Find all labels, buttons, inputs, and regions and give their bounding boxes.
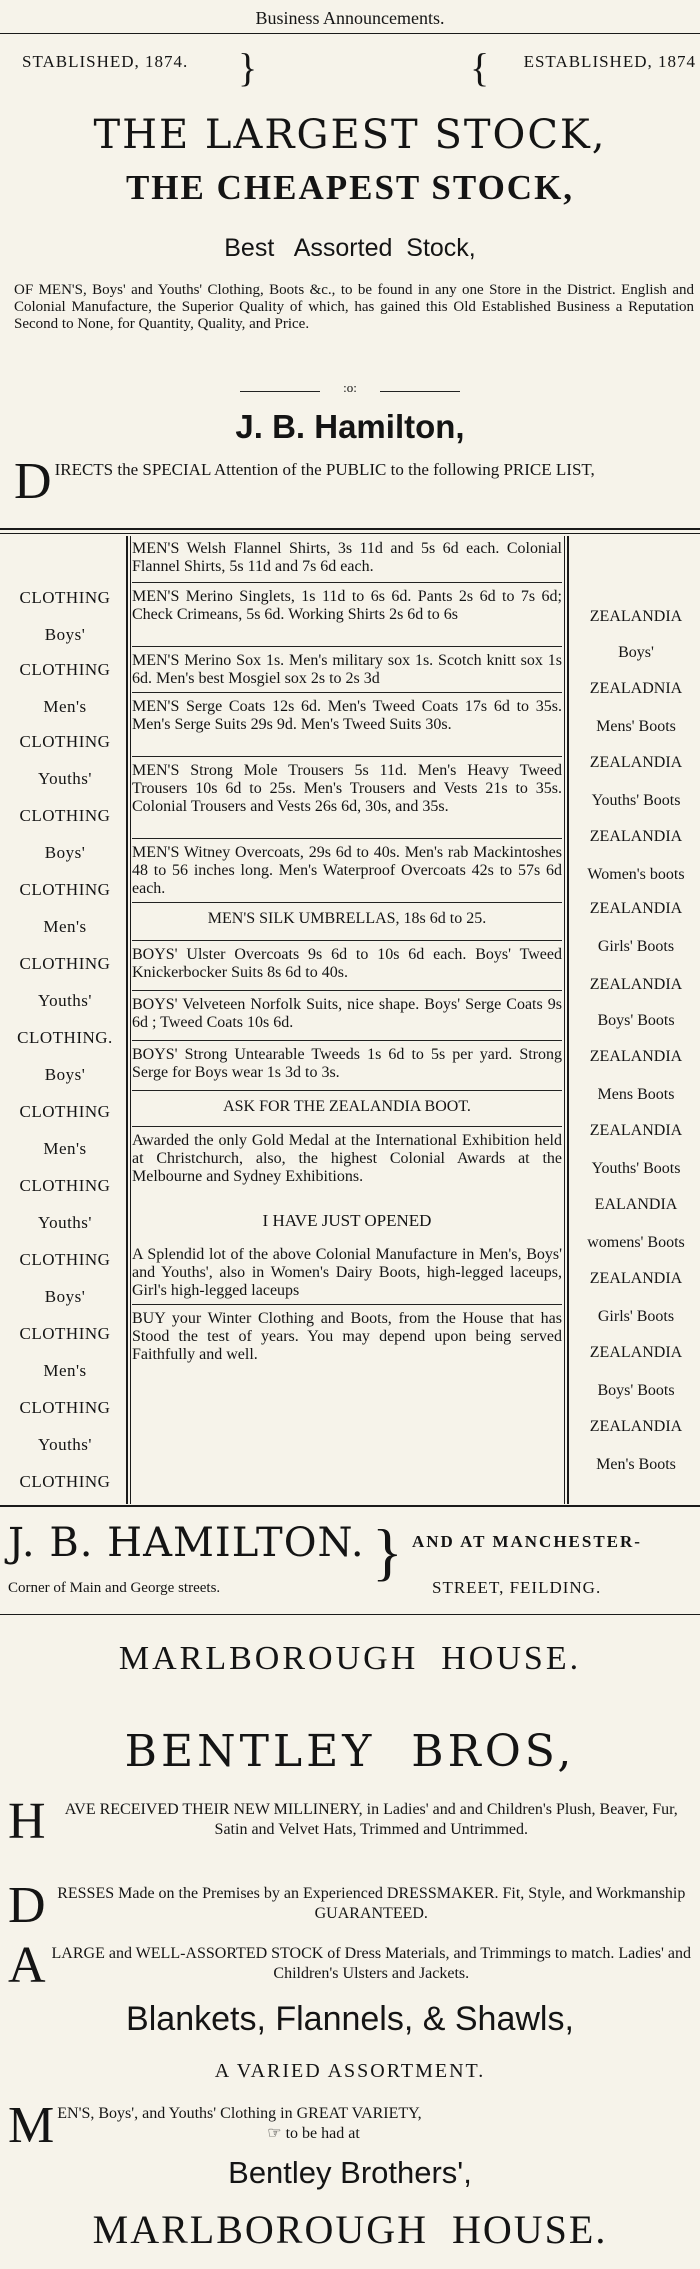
item-separator bbox=[132, 1304, 562, 1305]
left-label: CLOTHING bbox=[19, 1472, 111, 1491]
price-item-tweeds: BOYS' Strong Untearable Tweeds 1s 6d to 5s per yard. Strong Serge for Boys wear 1s 3d to 3s. bbox=[132, 1046, 562, 1081]
right-label: Mens Boots bbox=[597, 1086, 675, 1103]
left-label: CLOTHING bbox=[19, 732, 111, 751]
drop-cap-a: A bbox=[8, 1937, 46, 1994]
table-top-rule bbox=[0, 528, 700, 530]
left-label: CLOTHING bbox=[19, 880, 111, 899]
directs-paragraph bbox=[14, 453, 694, 510]
item-separator bbox=[132, 990, 562, 991]
left-label: Youths' bbox=[38, 991, 92, 1010]
mens-text: EN'S, Boys', and Youths' Clothing in GREAT VARIETY, bbox=[57, 2105, 422, 2122]
marlborough-house-footer: MARLBOROUGH HOUSE. bbox=[92, 2207, 608, 2252]
mens-paragraph bbox=[8, 2097, 694, 2154]
drop-cap-d: D bbox=[14, 453, 52, 510]
left-label: CLOTHING bbox=[19, 1250, 111, 1269]
gold-medal-text: Awarded the only Gold Medal at the International Exhibition held at Christchurch, also, the highest Colonial Awards at the Melbourne and Sydney Exhibitions. bbox=[132, 1132, 562, 1185]
left-label: CLOTHING bbox=[19, 1176, 111, 1195]
left-label: Men's bbox=[43, 917, 87, 936]
headline-largest-stock: THE LARGEST STOCK, bbox=[93, 112, 607, 158]
drop-cap-h: H bbox=[8, 1793, 46, 1850]
left-label: CLOTHING bbox=[19, 954, 111, 973]
left-label: Men's bbox=[43, 1361, 87, 1380]
left-label: Youths' bbox=[38, 1435, 92, 1454]
footer-brace: } bbox=[372, 1516, 403, 1587]
table-bottom-rule bbox=[0, 1505, 700, 1507]
left-label: Boys' bbox=[44, 1287, 86, 1306]
hamilton-name: J. B. Hamilton, bbox=[235, 408, 465, 445]
headline-cheapest-stock: THE CHEAPEST STOCK, bbox=[125, 168, 575, 207]
price-item-coats: MEN'S Serge Coats 12s 6d. Men's Tweed Coats 17s 6d to 35s. Men's Serge Suits 29s 9d. Men's Tweed Suits 30s. bbox=[132, 698, 562, 733]
left-label: CLOTHING bbox=[19, 1324, 111, 1343]
table-top-rule-thin bbox=[0, 533, 700, 534]
established-left: STABLISHED, 1874. bbox=[22, 52, 189, 71]
drop-cap-d2: D bbox=[8, 1877, 46, 1934]
brace-left: } bbox=[238, 45, 258, 90]
right-label: womens' Boots bbox=[587, 1234, 685, 1251]
left-label: Youths' bbox=[38, 1213, 92, 1232]
right-label: ZEALANDIA bbox=[589, 754, 683, 771]
left-label: Men's bbox=[43, 1139, 87, 1158]
buy-winter-text: BUY your Winter Clothing and Boots, from the House that has Stood the test of years. You may depend upon being served Faithfully and well. bbox=[132, 1310, 562, 1363]
splendid-lot-text: A Splendid lot of the above Colonial Manufacture in Men's, Boys' and Youths', also in Women's Dairy Boots, high-legged laceups, Girl's high-legged laceups bbox=[132, 1246, 562, 1299]
price-item-flannel-shirts: MEN'S Welsh Flannel Shirts, 3s 11d and 5s 6d each. Colonial Flannel Shirts, 5s 11d and 7s 6d each. bbox=[132, 540, 562, 575]
left-label: CLOTHING. bbox=[17, 1028, 113, 1047]
right-label: ZEALANDIA bbox=[589, 900, 683, 917]
dresses-paragraph bbox=[8, 1877, 694, 1934]
item-separator bbox=[132, 646, 562, 647]
item-separator bbox=[132, 1040, 562, 1041]
item-separator bbox=[132, 582, 562, 583]
established-right: ESTABLISHED, 1874 bbox=[523, 52, 696, 71]
blankets-headline: Blankets, Flannels, & Shawls, bbox=[126, 2000, 574, 2038]
divider-ornament: :o: bbox=[343, 380, 357, 395]
table-right-rule bbox=[567, 536, 569, 1504]
footer-feilding: STREET, FEILDING. bbox=[432, 1578, 602, 1597]
left-label: CLOTHING bbox=[19, 1102, 111, 1121]
right-label: Youths' Boots bbox=[591, 1160, 681, 1177]
left-label: Men's bbox=[43, 697, 87, 716]
table-left-rule-thin bbox=[130, 536, 131, 1504]
header-rule bbox=[0, 33, 700, 34]
section-rule bbox=[0, 1614, 700, 1615]
ask-zealandia: ASK FOR THE ZEALANDIA BOOT. bbox=[223, 1098, 471, 1115]
right-label: Youths' Boots bbox=[591, 792, 681, 809]
left-label: Boys' bbox=[44, 1065, 86, 1084]
right-label: Boys' bbox=[618, 644, 654, 661]
left-label: Boys' bbox=[44, 625, 86, 644]
item-separator bbox=[132, 692, 562, 693]
right-label: Boys' Boots bbox=[597, 1012, 675, 1029]
price-item-sox: MEN'S Merino Sox 1s. Men's military sox 1s. Scotch knitt sox 1s 6d. Men's best Mosgiel sox 2s to 2s 3d bbox=[132, 652, 562, 687]
left-label: Boys' bbox=[44, 843, 86, 862]
right-label: Men's Boots bbox=[596, 1456, 676, 1473]
just-opened: I HAVE JUST OPENED bbox=[262, 1211, 432, 1230]
directs-text: IRECTS the SPECIAL Attention of the PUBLIC to the following PRICE LIST, bbox=[54, 460, 595, 479]
footer-address: Corner of Main and George streets. bbox=[8, 1580, 221, 1596]
varied-assortment: A VARIED ASSORTMENT. bbox=[214, 2060, 486, 2082]
right-label: ZEALADNIA bbox=[589, 680, 683, 697]
table-right-rule-thin bbox=[564, 536, 565, 1504]
price-item-singlets: MEN'S Merino Singlets, 1s 11d to 6s 6d. Pants 2s 6d to 7s 6d; Check Crimeans, 5s 6d. Working Shirts 2s 6d to 6s bbox=[132, 588, 562, 623]
price-item-umbrellas: MEN'S SILK UMBRELLAS, 18s 6d to 25. bbox=[207, 910, 487, 927]
right-label: Women's boots bbox=[587, 866, 685, 883]
bentley-brothers: Bentley Brothers', bbox=[228, 2155, 472, 2190]
price-item-ulster: BOYS' Ulster Overcoats 9s 6d to 10s 6d each. Boys' Tweed Knickerbocker Suits 8s 6d to 40s. bbox=[132, 946, 562, 981]
divider-line-left bbox=[240, 391, 320, 392]
table-left-rule bbox=[126, 536, 128, 1504]
right-label: Girls' Boots bbox=[597, 1308, 675, 1325]
marlborough-title: MARLBOROUGH HOUSE. bbox=[118, 1640, 582, 1677]
item-separator bbox=[132, 838, 562, 839]
price-item-trousers: MEN'S Strong Mole Trousers 5s 11d. Men's Heavy Tweed Trousers 10s 6d to 25s. Men's Trousers and Vests 21s to 35s. Colonial Trousers and Vests 26s 6d, 30s, and 35s. bbox=[132, 762, 562, 815]
right-label: Boys' Boots bbox=[597, 1382, 675, 1399]
price-item-overcoats: MEN'S Witney Overcoats, 29s 6d to 40s. Men's rab Mackintoshes 48 to 56 inches long. Men's Waterproof Overcoats 42s to 57s 6d each. bbox=[132, 844, 562, 897]
footer-manchester: AND AT MANCHESTER- bbox=[412, 1532, 642, 1551]
right-label: ZEALANDIA bbox=[589, 608, 683, 625]
right-label: ZEALANDIA bbox=[589, 1418, 683, 1435]
item-separator bbox=[132, 1126, 562, 1127]
footer-hamilton-name: J. B. HAMILTON. bbox=[8, 1520, 365, 1566]
millinery-paragraph bbox=[8, 1793, 694, 1850]
right-label: Mens' Boots bbox=[596, 718, 676, 735]
dresses-text: RESSES Made on the Premises by an Experienced DRESSMAKER. Fit, Style, and Workmanship GUARANTEED. bbox=[57, 1885, 686, 1922]
left-label: CLOTHING bbox=[19, 588, 111, 607]
drop-cap-m: M bbox=[8, 2097, 55, 2154]
right-label: Girls' Boots bbox=[597, 938, 675, 955]
left-label: CLOTHING bbox=[19, 806, 111, 825]
price-item-norfolk: BOYS' Velveteen Norfolk Suits, nice shape. Boys' Serge Coats 9s 6d ; Tweed Coats 10s 6d. bbox=[132, 996, 562, 1031]
left-label: CLOTHING bbox=[19, 1398, 111, 1417]
right-label: ZEALANDIA bbox=[589, 1344, 683, 1361]
pointing-hand-icon: ☞ bbox=[267, 2125, 282, 2142]
left-label: CLOTHING bbox=[19, 660, 111, 679]
stock-paragraph bbox=[8, 1937, 694, 1994]
intro-paragraph: OF MEN'S, Boys' and Youths' Clothing, Boots &c., to be found in any one Store in the District. English and Colonial Manufacture, the Superior Quality of which, has gained this Old Established Business a Reputation Second to None, for Quantity, Quality, and Price. bbox=[14, 282, 694, 332]
divider-line-right bbox=[380, 391, 460, 392]
right-label: ZEALANDIA bbox=[589, 828, 683, 845]
right-label: ZEALANDIA bbox=[589, 1270, 683, 1287]
right-label: ZEALANDIA bbox=[589, 1122, 683, 1139]
item-separator bbox=[132, 902, 562, 903]
bentley-name: BENTLEY BROS, bbox=[124, 1726, 576, 1777]
left-label: Youths' bbox=[38, 769, 92, 788]
brace-right: { bbox=[470, 45, 490, 90]
item-separator bbox=[132, 756, 562, 757]
right-label: EALANDIA bbox=[594, 1196, 678, 1213]
millinery-text: AVE RECEIVED THEIR NEW MILLINERY, in Ladies' and and Children's Plush, Beaver, Fur, Satin and Velvet Hats, Trimmed and Untrimmed. bbox=[64, 1801, 678, 1838]
to-be-had-text: to be had at bbox=[285, 2125, 360, 2142]
right-label: ZEALANDIA bbox=[589, 976, 683, 993]
item-separator bbox=[132, 940, 562, 941]
right-label: ZEALANDIA bbox=[589, 1048, 683, 1065]
stock-text: LARGE and WELL-ASSORTED STOCK of Dress Materials, and Trimmings to match. Ladies' and Children's Ulsters and Jackets. bbox=[51, 1945, 692, 1982]
section-header: Business Announcements. bbox=[255, 8, 445, 28]
item-separator bbox=[132, 1090, 562, 1091]
headline-best-assorted: Best Assorted Stock, bbox=[224, 234, 476, 262]
